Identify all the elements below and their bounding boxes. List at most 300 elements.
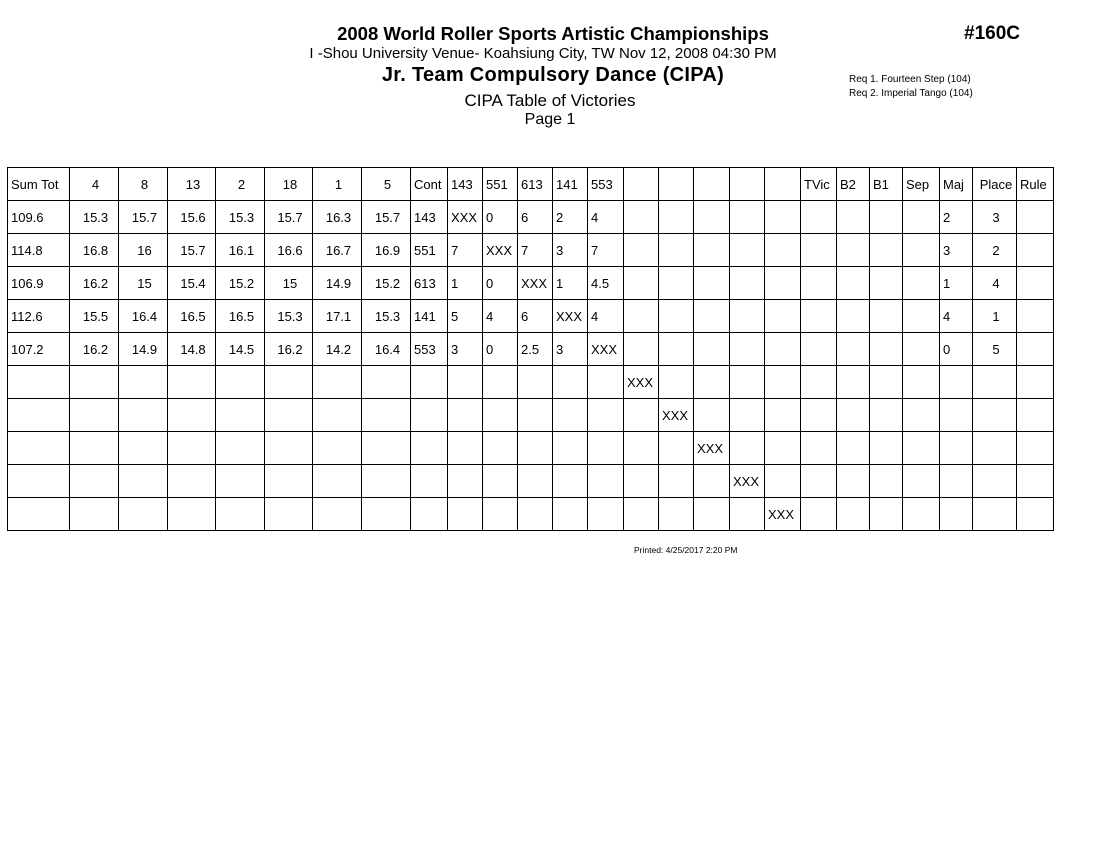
table-cell xyxy=(730,201,765,234)
table-cell: 15 xyxy=(119,267,168,300)
table-cell: 1 xyxy=(940,267,973,300)
table-cell xyxy=(553,498,588,531)
table-cell xyxy=(119,432,168,465)
table-cell: XXX xyxy=(659,399,694,432)
table-cell: 0 xyxy=(483,201,518,234)
table-cell xyxy=(801,366,837,399)
table-cell xyxy=(1017,201,1054,234)
table-cell xyxy=(940,432,973,465)
table-cell: XXX xyxy=(483,234,518,267)
table-cell xyxy=(448,399,483,432)
table-cell xyxy=(765,399,801,432)
table-cell xyxy=(216,366,265,399)
table-cell: 16.8 xyxy=(70,234,119,267)
table-cell xyxy=(903,366,940,399)
table-cell xyxy=(837,498,870,531)
table-cell xyxy=(448,432,483,465)
table-cell xyxy=(903,333,940,366)
table-cell xyxy=(70,432,119,465)
table-cell xyxy=(659,234,694,267)
table-cell xyxy=(694,234,730,267)
table-row xyxy=(8,201,1054,234)
table-cell xyxy=(411,498,448,531)
table-cell xyxy=(588,366,624,399)
table-cell xyxy=(624,234,659,267)
table-cell: 141 xyxy=(411,300,448,333)
requirement-item: Req 2. Imperial Tango (104) xyxy=(849,87,973,99)
table-cell: XXX xyxy=(765,498,801,531)
table-cell xyxy=(694,465,730,498)
table-cell: 15.4 xyxy=(168,267,216,300)
table-cell xyxy=(940,399,973,432)
table-cell xyxy=(313,498,362,531)
table-cell xyxy=(903,267,940,300)
table-cell xyxy=(8,399,70,432)
table-cell xyxy=(730,300,765,333)
table-cell xyxy=(483,498,518,531)
table-cell xyxy=(624,432,659,465)
table-cell: 14.9 xyxy=(119,333,168,366)
table-cell: 1 xyxy=(973,300,1017,333)
table-cell xyxy=(837,300,870,333)
table-cell xyxy=(1017,498,1054,531)
victories-table xyxy=(7,167,1054,531)
table-cell xyxy=(553,432,588,465)
table-cell xyxy=(1017,366,1054,399)
table-cell xyxy=(801,465,837,498)
table-cell: 15.2 xyxy=(216,267,265,300)
table-cell xyxy=(483,465,518,498)
table-cell xyxy=(1017,399,1054,432)
table-cell xyxy=(313,366,362,399)
column-header: 13 xyxy=(168,168,216,201)
table-row xyxy=(8,498,1054,531)
table-cell: 5 xyxy=(973,333,1017,366)
table-cell: 16.5 xyxy=(168,300,216,333)
table-cell: 106.9 xyxy=(8,267,70,300)
table-cell xyxy=(837,366,870,399)
table-cell xyxy=(70,498,119,531)
table-cell: 7 xyxy=(518,234,553,267)
table-cell: 15.7 xyxy=(265,201,313,234)
table-cell: 3 xyxy=(553,333,588,366)
table-cell xyxy=(765,201,801,234)
table-cell: 16.3 xyxy=(313,201,362,234)
table-cell xyxy=(624,498,659,531)
table-cell xyxy=(168,399,216,432)
column-header: B2 xyxy=(837,168,870,201)
table-cell xyxy=(411,399,448,432)
table-row xyxy=(8,333,1054,366)
table-cell xyxy=(730,432,765,465)
table-row xyxy=(8,465,1054,498)
table-row xyxy=(8,300,1054,333)
table-cell xyxy=(765,366,801,399)
table-cell: 16.6 xyxy=(265,234,313,267)
table-cell xyxy=(801,432,837,465)
table-cell xyxy=(1017,234,1054,267)
table-cell: 2.5 xyxy=(518,333,553,366)
column-header: Sep xyxy=(903,168,940,201)
column-header: 1 xyxy=(313,168,362,201)
table-cell xyxy=(216,399,265,432)
table-cell: 16.7 xyxy=(313,234,362,267)
table-cell: 16.1 xyxy=(216,234,265,267)
table-cell xyxy=(870,201,903,234)
table-cell xyxy=(694,399,730,432)
table-cell: 2 xyxy=(553,201,588,234)
table-cell xyxy=(216,432,265,465)
table-cell: 3 xyxy=(973,201,1017,234)
table-cell xyxy=(659,333,694,366)
table-cell xyxy=(659,201,694,234)
table-cell: 3 xyxy=(448,333,483,366)
column-header: 613 xyxy=(518,168,553,201)
table-cell xyxy=(216,465,265,498)
table-cell xyxy=(694,267,730,300)
table-cell: 15.3 xyxy=(216,201,265,234)
table-cell xyxy=(837,267,870,300)
table-cell xyxy=(730,399,765,432)
table-cell xyxy=(659,465,694,498)
table-cell xyxy=(411,465,448,498)
table-cell: 16.2 xyxy=(70,333,119,366)
table-cell xyxy=(694,498,730,531)
table-cell xyxy=(659,432,694,465)
table-cell: 16 xyxy=(119,234,168,267)
table-cell: 3 xyxy=(553,234,588,267)
table-cell xyxy=(624,399,659,432)
column-header: Sum Tot xyxy=(8,168,70,201)
table-cell xyxy=(694,366,730,399)
table-cell: 1 xyxy=(553,267,588,300)
table-cell xyxy=(659,498,694,531)
event-code: #160C xyxy=(964,23,1020,44)
table-cell xyxy=(265,366,313,399)
table-cell xyxy=(168,498,216,531)
table-cell xyxy=(730,333,765,366)
venue-line: I -Shou University Venue- Koahsiung City, TW Nov 12, 2008 04:30 PM xyxy=(309,45,777,62)
table-cell: 15.3 xyxy=(70,201,119,234)
table-cell: 0 xyxy=(940,333,973,366)
table-cell: 112.6 xyxy=(8,300,70,333)
table-cell: 17.1 xyxy=(313,300,362,333)
table-cell xyxy=(903,201,940,234)
table-cell xyxy=(483,366,518,399)
table-cell: 4 xyxy=(588,201,624,234)
table-cell xyxy=(837,465,870,498)
table-cell xyxy=(837,432,870,465)
table-cell: 107.2 xyxy=(8,333,70,366)
table-cell: 14.5 xyxy=(216,333,265,366)
table-cell: 3 xyxy=(940,234,973,267)
table-cell xyxy=(801,234,837,267)
table-cell xyxy=(588,399,624,432)
table-cell xyxy=(588,498,624,531)
table-cell: 16.2 xyxy=(265,333,313,366)
table-cell xyxy=(448,366,483,399)
table-cell xyxy=(765,300,801,333)
table-cell xyxy=(659,300,694,333)
table-cell xyxy=(362,432,411,465)
table-cell xyxy=(483,399,518,432)
table-cell xyxy=(870,399,903,432)
table-cell xyxy=(313,399,362,432)
table-cell xyxy=(765,333,801,366)
table-row xyxy=(8,399,1054,432)
table-cell: XXX xyxy=(588,333,624,366)
table-cell: 2 xyxy=(940,201,973,234)
column-header xyxy=(659,168,694,201)
column-header xyxy=(765,168,801,201)
table-cell xyxy=(659,366,694,399)
table-row xyxy=(8,432,1054,465)
column-header: 18 xyxy=(265,168,313,201)
table-header-row xyxy=(8,168,1054,201)
table-cell xyxy=(870,366,903,399)
table-cell: 16.9 xyxy=(362,234,411,267)
table-cell: XXX xyxy=(553,300,588,333)
table-cell: 551 xyxy=(411,234,448,267)
table-cell xyxy=(624,465,659,498)
column-header xyxy=(624,168,659,201)
table-cell: 15.7 xyxy=(119,201,168,234)
table-cell xyxy=(903,432,940,465)
table-cell xyxy=(1017,300,1054,333)
page-number: Page 1 xyxy=(524,111,576,128)
table-cell xyxy=(801,300,837,333)
table-cell xyxy=(765,267,801,300)
table-cell xyxy=(870,300,903,333)
table-cell: 6 xyxy=(518,300,553,333)
table-cell: 4 xyxy=(588,300,624,333)
column-header: Place xyxy=(973,168,1017,201)
table-cell xyxy=(903,498,940,531)
column-header: 4 xyxy=(70,168,119,201)
report-title: 2008 World Roller Sports Artistic Championships xyxy=(337,23,769,44)
table-cell xyxy=(624,267,659,300)
table-cell xyxy=(903,234,940,267)
table-cell: 15 xyxy=(265,267,313,300)
table-cell xyxy=(448,465,483,498)
table-cell xyxy=(313,465,362,498)
table-cell: 553 xyxy=(411,333,448,366)
table-cell: XXX xyxy=(730,465,765,498)
table-cell xyxy=(119,465,168,498)
table-cell xyxy=(765,432,801,465)
table-cell xyxy=(837,333,870,366)
table-cell: 613 xyxy=(411,267,448,300)
table-cell: 0 xyxy=(483,267,518,300)
table-cell xyxy=(765,234,801,267)
table-cell: XXX xyxy=(694,432,730,465)
table-cell: 15.2 xyxy=(362,267,411,300)
table-cell: XXX xyxy=(624,366,659,399)
table-cell xyxy=(411,432,448,465)
table-cell xyxy=(362,366,411,399)
table-cell xyxy=(801,201,837,234)
table-cell xyxy=(448,498,483,531)
table-cell: 7 xyxy=(448,234,483,267)
table-cell xyxy=(940,498,973,531)
table-cell xyxy=(553,465,588,498)
table-cell: 16.5 xyxy=(216,300,265,333)
printed-timestamp: Printed: 4/25/2017 2:20 PM xyxy=(634,545,738,555)
table-cell xyxy=(553,399,588,432)
column-header: Cont xyxy=(411,168,448,201)
table-cell xyxy=(973,498,1017,531)
table-cell xyxy=(518,432,553,465)
table-cell xyxy=(265,399,313,432)
table-cell xyxy=(8,465,70,498)
table-cell xyxy=(940,465,973,498)
table-cell xyxy=(168,432,216,465)
table-cell xyxy=(265,432,313,465)
column-header: Maj xyxy=(940,168,973,201)
table-cell xyxy=(730,498,765,531)
table-cell xyxy=(362,399,411,432)
table-cell xyxy=(837,201,870,234)
table-cell xyxy=(624,300,659,333)
table-cell xyxy=(168,366,216,399)
table-cell xyxy=(730,366,765,399)
table-cell xyxy=(362,465,411,498)
table-cell xyxy=(8,366,70,399)
table-cell xyxy=(903,300,940,333)
column-header: TVic xyxy=(801,168,837,201)
table-cell: 15.7 xyxy=(168,234,216,267)
table-cell xyxy=(870,432,903,465)
table-cell xyxy=(870,234,903,267)
table-row xyxy=(8,234,1054,267)
table-cell xyxy=(313,432,362,465)
table-cell: 114.8 xyxy=(8,234,70,267)
table-cell xyxy=(765,465,801,498)
table-cell: 16.2 xyxy=(70,267,119,300)
column-header: Rule xyxy=(1017,168,1054,201)
table-cell: 4.5 xyxy=(588,267,624,300)
table-cell xyxy=(870,465,903,498)
table-cell: 15.7 xyxy=(362,201,411,234)
table-cell xyxy=(694,300,730,333)
table-cell xyxy=(973,366,1017,399)
table-cell: 15.3 xyxy=(265,300,313,333)
table-cell: 1 xyxy=(448,267,483,300)
table-cell xyxy=(216,498,265,531)
table-cell: 15.3 xyxy=(362,300,411,333)
table-cell xyxy=(730,234,765,267)
table-cell xyxy=(265,498,313,531)
table-cell xyxy=(940,366,973,399)
table-cell xyxy=(1017,333,1054,366)
column-header: 551 xyxy=(483,168,518,201)
table-cell xyxy=(518,498,553,531)
table-cell xyxy=(837,234,870,267)
column-header xyxy=(694,168,730,201)
table-cell xyxy=(1017,465,1054,498)
table-cell xyxy=(1017,432,1054,465)
table-cell: 5 xyxy=(448,300,483,333)
table-cell xyxy=(730,267,765,300)
table-row xyxy=(8,267,1054,300)
table-cell xyxy=(837,399,870,432)
column-header: 2 xyxy=(216,168,265,201)
table-row xyxy=(8,366,1054,399)
table-cell: 4 xyxy=(483,300,518,333)
table-cell xyxy=(70,366,119,399)
table-cell: 16.4 xyxy=(362,333,411,366)
table-cell xyxy=(624,201,659,234)
table-cell xyxy=(694,201,730,234)
table-cell xyxy=(801,333,837,366)
table-cell: 0 xyxy=(483,333,518,366)
column-header xyxy=(730,168,765,201)
table-cell xyxy=(265,465,313,498)
table-cell xyxy=(801,498,837,531)
column-header: B1 xyxy=(870,168,903,201)
table-cell: XXX xyxy=(448,201,483,234)
table-cell xyxy=(553,366,588,399)
table-cell xyxy=(70,465,119,498)
table-cell xyxy=(483,432,518,465)
table-cell: 15.5 xyxy=(70,300,119,333)
table-cell: 7 xyxy=(588,234,624,267)
table-cell xyxy=(518,399,553,432)
table-cell xyxy=(801,267,837,300)
table-cell: 6 xyxy=(518,201,553,234)
table-cell: 143 xyxy=(411,201,448,234)
requirement-item: Req 1. Fourteen Step (104) xyxy=(849,74,971,85)
table-cell xyxy=(973,432,1017,465)
table-cell xyxy=(1017,267,1054,300)
table-cell: 15.6 xyxy=(168,201,216,234)
event-title: Jr. Team Compulsory Dance (CIPA) xyxy=(381,64,725,86)
column-header: 141 xyxy=(553,168,588,201)
table-cell xyxy=(119,399,168,432)
column-header: 8 xyxy=(119,168,168,201)
table-cell xyxy=(870,498,903,531)
table-cell xyxy=(411,366,448,399)
table-cell xyxy=(694,333,730,366)
table-cell xyxy=(119,366,168,399)
table-cell xyxy=(973,399,1017,432)
table-cell: 14.2 xyxy=(313,333,362,366)
table-cell xyxy=(119,498,168,531)
table-cell xyxy=(518,465,553,498)
table-cell: 4 xyxy=(973,267,1017,300)
table-cell xyxy=(973,465,1017,498)
column-header: 143 xyxy=(448,168,483,201)
table-cell xyxy=(903,399,940,432)
table-cell xyxy=(870,267,903,300)
table-cell: 14.8 xyxy=(168,333,216,366)
report-subtitle: CIPA Table of Victories xyxy=(464,91,636,110)
table-cell: 2 xyxy=(973,234,1017,267)
requirements-list xyxy=(849,73,973,100)
table-cell xyxy=(659,267,694,300)
table-cell xyxy=(168,465,216,498)
table-cell xyxy=(70,399,119,432)
table-cell xyxy=(8,432,70,465)
table-cell xyxy=(801,399,837,432)
column-header: 553 xyxy=(588,168,624,201)
column-header: 5 xyxy=(362,168,411,201)
table-cell xyxy=(903,465,940,498)
table-cell xyxy=(624,333,659,366)
table-cell: XXX xyxy=(518,267,553,300)
table-cell xyxy=(518,366,553,399)
table-cell xyxy=(588,465,624,498)
